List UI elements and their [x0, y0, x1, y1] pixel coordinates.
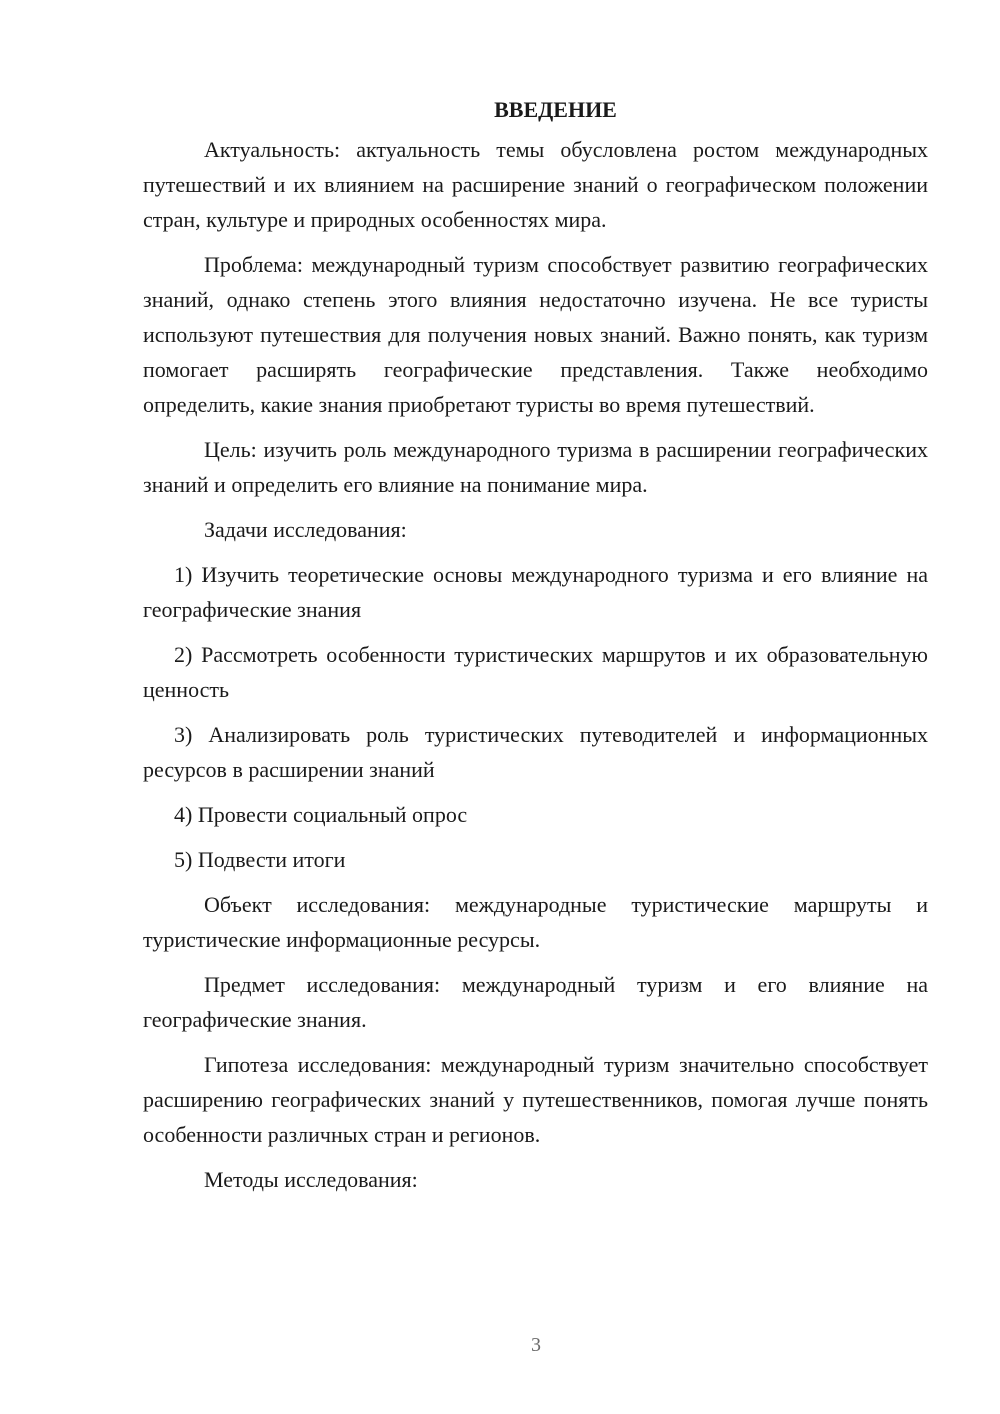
- page-content: [143, 92, 928, 1207]
- section-heading: ВВЕДЕНИЕ: [494, 97, 617, 122]
- problem-paragraph: Проблема: международный туризм способствует развитию географических знаний, однако степень этого влияния недостаточно изучена. Не все туристы используют путешествия для получения новых знаний. Важно понять, как туризм помогает расширять географические представления. Также необходимо определить, какие знания приобретают туристы во время путешествий.: [143, 252, 928, 417]
- subject-paragraph: Предмет исследования: международный туризм и его влияние на географические знания.: [143, 972, 928, 1032]
- tasks-heading: Задачи исследования:: [204, 517, 407, 542]
- task-item-4: 4) Провести социальный опрос: [174, 802, 468, 827]
- task-item-1: 1) Изучить теоретические основы международного туризма и его влияние на географические знания: [143, 562, 928, 622]
- relevance-paragraph: Актуальность: актуальность темы обусловлена ростом международных путешествий и их влиянием на расширение знаний о географическом положении стран, культуре и природных особенностях мира.: [143, 137, 928, 232]
- object-paragraph: Объект исследования: международные туристические маршруты и туристические информационные ресурсы.: [143, 892, 928, 952]
- hypothesis-paragraph: Гипотеза исследования: международный туризм значительно способствует расширению географических знаний у путешественников, помогая лучше понять особенности различных стран и регионов.: [143, 1052, 928, 1147]
- task-item-5: 5) Подвести итоги: [174, 847, 346, 872]
- page-number: 3: [531, 1334, 541, 1356]
- task-item-3: 3) Анализировать роль туристических путеводителей и информационных ресурсов в расширении знаний: [143, 722, 928, 782]
- goal-paragraph: Цель: изучить роль международного туризма в расширении географических знаний и определить его влияние на понимание мира.: [143, 437, 928, 497]
- task-item-2: 2) Рассмотреть особенности туристических маршрутов и их образовательную ценность: [143, 642, 928, 702]
- methods-heading: Методы исследования:: [204, 1167, 418, 1192]
